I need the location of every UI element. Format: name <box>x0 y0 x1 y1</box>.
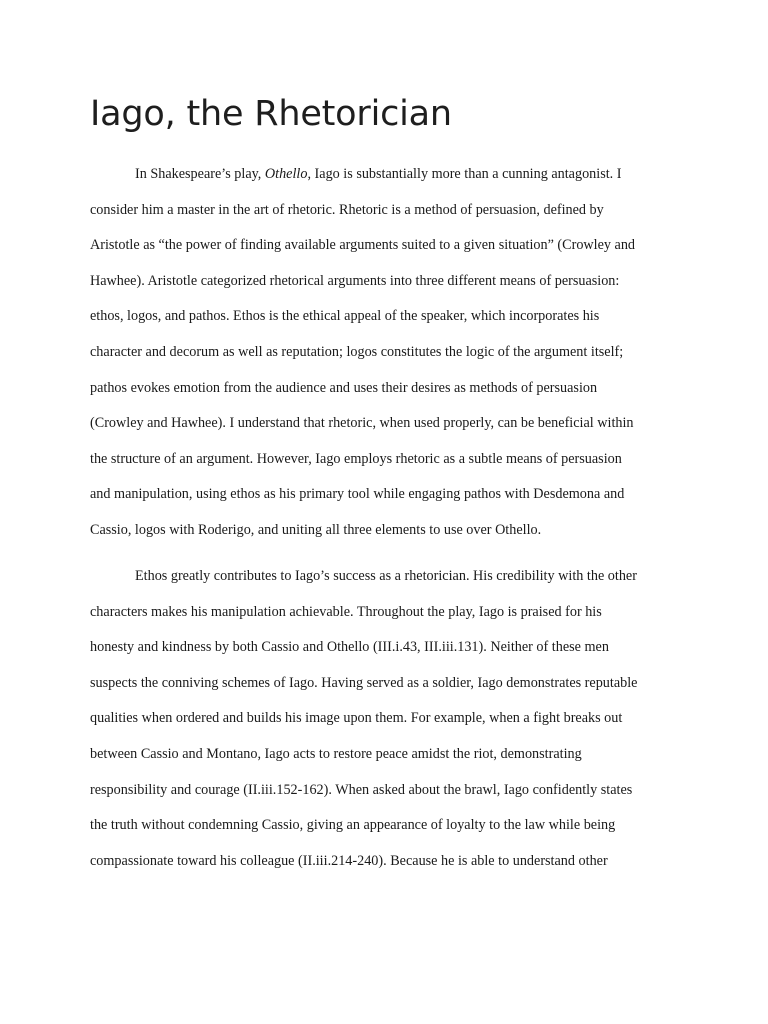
paragraph-1 <box>90 157 680 549</box>
paragraph-line: and manipulation, using ethos as his primary tool while engaging pathos with Desdemona and <box>90 486 625 503</box>
paragraph-line: (Crowley and Hawhee). I understand that rhetoric, when used properly, can be beneficial within <box>90 415 634 432</box>
paragraph-line: Ethos greatly contributes to Iago’s success as a rhetorician. His credibility with the other <box>135 568 637 584</box>
paragraph-line: the truth without condemning Cassio, giving an appearance of loyalty to the law while being <box>90 817 616 834</box>
paragraph-line: characters makes his manipulation achievable. Throughout the play, Iago is praised for his <box>90 603 602 620</box>
paragraph-line: qualities when ordered and builds his image upon them. For example, when a fight breaks out <box>90 710 623 727</box>
paragraph-line: Aristotle as “the power of finding available arguments suited to a given situation” (Crowley and <box>90 237 636 254</box>
paragraph-line: responsibility and courage (II.iii.152-162). When asked about the brawl, Iago confidently states <box>90 781 633 798</box>
paragraph-2 <box>90 559 680 879</box>
paragraph-line: consider him a master in the art of rhetoric. Rhetoric is a method of persuasion, defined by <box>90 201 604 218</box>
document-title: Iago, the Rhetorician <box>90 94 452 134</box>
paragraph-line: Cassio, logos with Roderigo, and uniting all three elements to use over Othello. <box>90 521 542 538</box>
paragraph-line: ethos, logos, and pathos. Ethos is the ethical appeal of the speaker, which incorporates his <box>90 308 600 325</box>
paragraph-line: suspects the conniving schemes of Iago. Having served as a soldier, Iago demonstrates reputable <box>90 674 638 691</box>
play-title-italic: Othello <box>264 166 308 182</box>
paragraph-line: pathos evokes emotion from the audience and uses their desires as methods of persuasion <box>90 379 598 396</box>
paragraph-line: character and decorum as well as reputation; logos constitutes the logic of the argument itself; <box>90 343 624 360</box>
paragraph-line: honesty and kindness by both Cassio and Othello (III.i.43, III.iii.131). Neither of these men <box>90 639 609 656</box>
paragraph-line: the structure of an argument. However, Iago employs rhetoric as a subtle means of persuasion <box>90 450 622 467</box>
paragraph-line: In Shakespeare’s play, Othello, Iago is substantially more than a cunning antagonist. I <box>135 166 622 182</box>
paragraph-line: compassionate toward his colleague (II.iii.214-240). Because he is able to understand other <box>90 852 608 869</box>
paragraph-line: Hawhee). Aristotle categorized rhetorical arguments into three different means of persuasion: <box>90 272 620 289</box>
paragraph-line: between Cassio and Montano, Iago acts to restore peace amidst the riot, demonstrating <box>90 745 582 762</box>
